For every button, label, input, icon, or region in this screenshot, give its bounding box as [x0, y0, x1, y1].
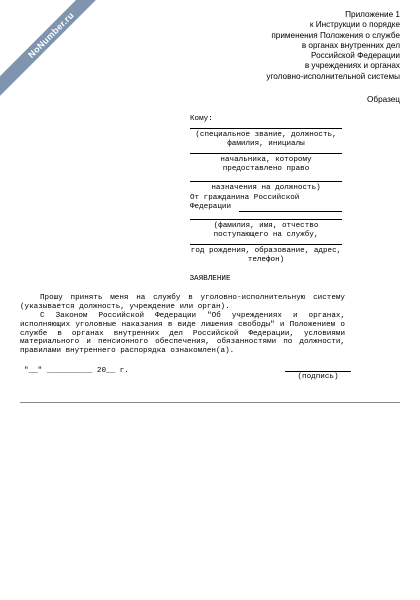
signature-label: (подпись) — [297, 373, 339, 381]
recipient-hint-1: (специальное звание, должность, фамилия, инициалы — [195, 131, 337, 148]
recipient-hint-5: год рождения, образование, адрес, телефон) — [190, 247, 342, 264]
body-paragraph-1: Прошу принять меня на службу в уголовно-исполнительную систему (указывается должность, учреждение или орган). — [20, 294, 345, 311]
appendix-line: в учреждениях и органах — [304, 61, 400, 71]
blank-line — [190, 153, 342, 154]
recipient-hint-3: назначения на должность) — [211, 184, 321, 192]
from-line-2-text: Федерации — [190, 203, 232, 211]
signature-block — [285, 371, 351, 381]
appendix-line: применения Положения о службе — [271, 30, 400, 40]
recipient-hint-4: (фамилия, имя, отчество поступающего на службу, — [213, 222, 319, 239]
appendix-line: Приложение 1 — [345, 10, 400, 19]
from-line-1: От гражданина Российской — [190, 194, 300, 202]
watermark-ribbon — [0, 0, 120, 120]
sample-label: Образец — [367, 95, 400, 104]
appendix-note — [200, 10, 400, 82]
blank-line — [190, 244, 342, 245]
date-field: "__" __________ 20__ г. — [24, 367, 129, 375]
blank-line — [190, 128, 342, 129]
blank-line — [190, 219, 342, 220]
blank-line — [239, 211, 342, 212]
signature-line — [285, 371, 351, 372]
body-paragraph-2: С Законом Российской Федерации "Об учреждениях и органах, исполняющих уголовные наказания в виде лишения свободы" и Положением о службе в органах внутренних дел Российской Федерации, условиями материального и пенсионного обеспечения, обязанностями по должности, правилами внутреннего распорядка ознакомлен(а). — [20, 312, 345, 356]
appendix-line: уголовно-исполнительной системы — [266, 71, 400, 81]
page-divider — [20, 402, 400, 403]
document-title: ЗАЯВЛЕНИЕ — [189, 275, 231, 283]
recipient-hint-2: начальника, которому предоставлено право — [220, 156, 312, 173]
appendix-line: в органах внутренних дел — [301, 40, 400, 50]
appendix-line: к Инструкции о порядке — [309, 20, 400, 30]
appendix-line: Российской Федерации — [310, 51, 400, 61]
from-citizen — [190, 194, 342, 212]
watermark-text: NoNumber.ru — [0, 0, 116, 100]
recipient-to-label: Кому: — [190, 115, 213, 123]
blank-line — [190, 181, 342, 182]
